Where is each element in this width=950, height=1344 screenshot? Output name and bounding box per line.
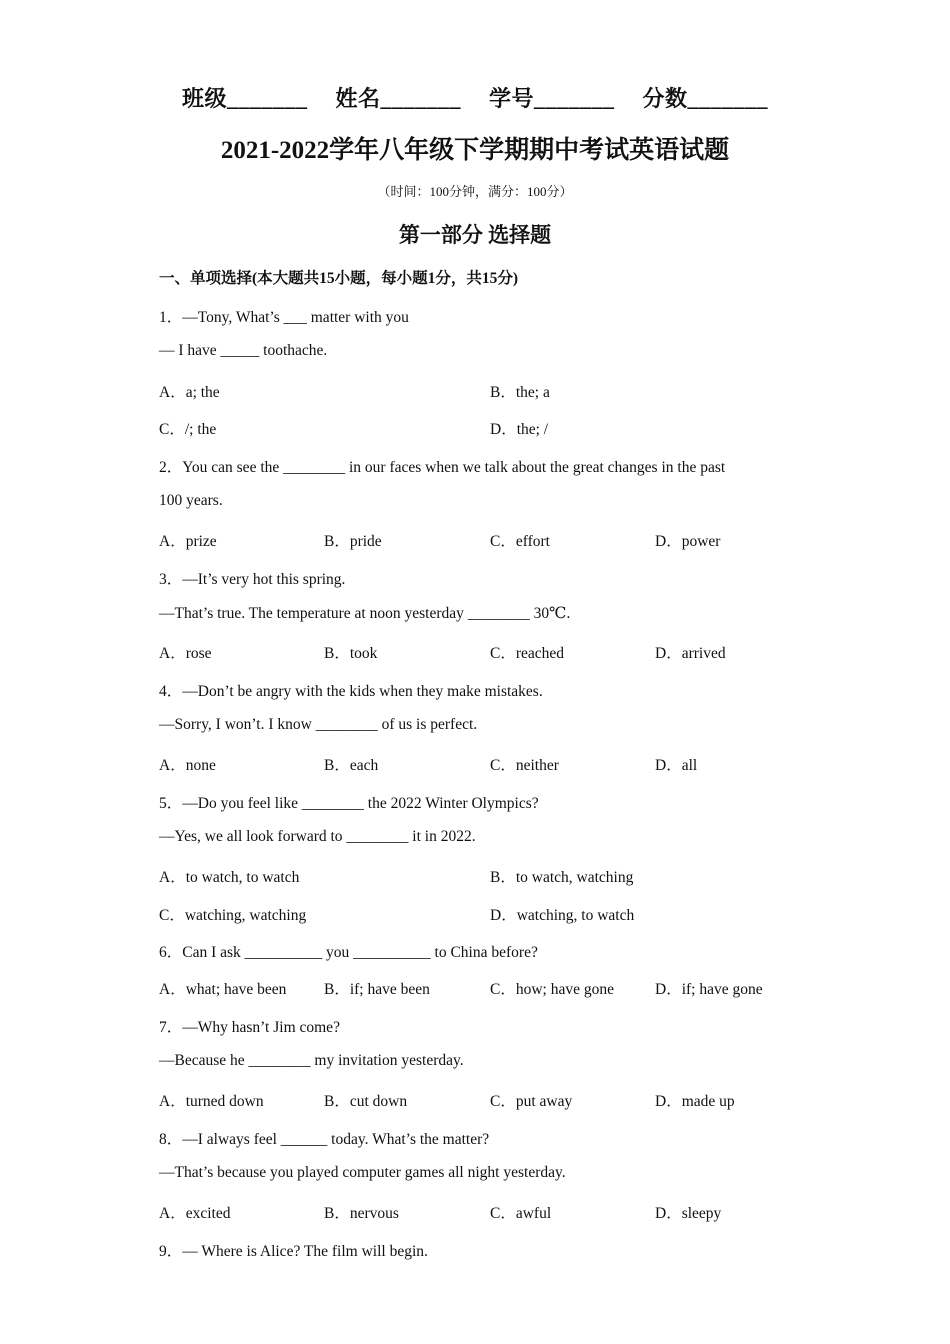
question-8-option-c: C．awful bbox=[490, 1205, 552, 1222]
question-1-option-b: B．the; a bbox=[490, 384, 550, 401]
student-id-field: 学号_______ bbox=[489, 86, 615, 111]
question-7-option-d: D．made up bbox=[655, 1093, 735, 1110]
question-7-option-b: B．cut down bbox=[324, 1093, 408, 1110]
exam-title: 2021-2022学年八年级下学期期中考试英语试题 bbox=[220, 137, 730, 164]
question-4-line-2: —Sorry, I won’t. I know ________ of us is perfect. bbox=[159, 716, 478, 733]
question-5-option-c: C．watching, watching bbox=[159, 907, 307, 924]
question-2-line-2: 100 years. bbox=[159, 492, 223, 509]
student-info-header bbox=[0, 82, 950, 113]
question-1-option-c: C．/; the bbox=[159, 421, 217, 438]
question-4-line-1: 4．—Don’t be angry with the kids when they make mistakes. bbox=[159, 683, 543, 700]
question-2-option-d: D．power bbox=[655, 533, 721, 550]
question-6-option-d: D．if; have gone bbox=[655, 981, 763, 998]
question-7-line-2: —Because he ________ my invitation yesterday. bbox=[159, 1052, 464, 1069]
question-2-option-a: A．prize bbox=[159, 533, 217, 550]
question-2-line-1: 2．You can see the ________ in our faces when we talk about the great changes in the past bbox=[159, 459, 726, 476]
part-title: 第一部分 选择题 bbox=[398, 223, 552, 247]
question-4-option-a: A．none bbox=[159, 757, 216, 774]
question-8-option-b: B．nervous bbox=[324, 1205, 399, 1222]
question-3-option-d: D．arrived bbox=[655, 645, 726, 662]
question-7-option-c: C．put away bbox=[490, 1093, 573, 1110]
question-5-option-b: B．to watch, watching bbox=[490, 869, 634, 886]
question-6-line-1: 6．Can I ask __________ you __________ to China before? bbox=[159, 944, 538, 961]
question-5-line-2: —Yes, we all look forward to ________ it in 2022. bbox=[159, 828, 476, 845]
question-7-option-a: A．turned down bbox=[159, 1093, 264, 1110]
question-3-line-1: 3．—It’s very hot this spring. bbox=[159, 571, 346, 588]
question-3-option-b: B．took bbox=[324, 645, 378, 662]
question-8-option-a: A．excited bbox=[159, 1205, 231, 1222]
question-4-option-b: B．each bbox=[324, 757, 379, 774]
question-3-line-2: —That’s true. The temperature at noon yesterday ________ 30℃. bbox=[159, 605, 571, 622]
question-3-option-a: A．rose bbox=[159, 645, 212, 662]
question-5-line-1: 5．—Do you feel like ________ the 2022 Winter Olympics? bbox=[159, 795, 539, 812]
question-5-option-d: D．watching, to watch bbox=[490, 907, 635, 924]
question-1-option-a: A．a; the bbox=[159, 384, 220, 401]
question-1-option-d: D．the; / bbox=[490, 421, 549, 438]
question-5-option-a: A．to watch, to watch bbox=[159, 869, 300, 886]
class-field: 班级_______ bbox=[181, 86, 308, 111]
question-8-line-1: 8．—I always feel ______ today. What’s the matter? bbox=[159, 1131, 490, 1148]
question-6-option-a: A．what; have been bbox=[159, 981, 287, 998]
question-7-line-1: 7．—Why hasn’t Jim come? bbox=[159, 1019, 340, 1036]
question-6-option-c: C．how; have gone bbox=[490, 981, 614, 998]
question-4-option-d: D．all bbox=[655, 757, 698, 774]
exam-subtitle: （时间：100分钟，满分：100分） bbox=[377, 184, 573, 199]
question-9-line-1: 9．— Where is Alice? The film will begin. bbox=[159, 1243, 428, 1260]
question-6-option-b: B．if; have been bbox=[324, 981, 430, 998]
question-2-option-b: B．pride bbox=[324, 533, 382, 550]
question-3-option-c: C．reached bbox=[490, 645, 565, 662]
question-1-line-2: — I have _____ toothache. bbox=[159, 342, 328, 359]
question-8-option-d: D．sleepy bbox=[655, 1205, 722, 1222]
name-field: 姓名_______ bbox=[335, 86, 461, 111]
question-8-line-2: —That’s because you played computer games all night yesterday. bbox=[159, 1164, 566, 1181]
section-title: 一、单项选择(本大题共15小题，每小题1分，共15分) bbox=[159, 270, 519, 287]
question-4-option-c: C．neither bbox=[490, 757, 559, 774]
question-1-line-1: 1．—Tony, What’s ___ matter with you bbox=[159, 309, 409, 326]
question-2-option-c: C．effort bbox=[490, 533, 550, 550]
score-field: 分数_______ bbox=[642, 86, 769, 111]
